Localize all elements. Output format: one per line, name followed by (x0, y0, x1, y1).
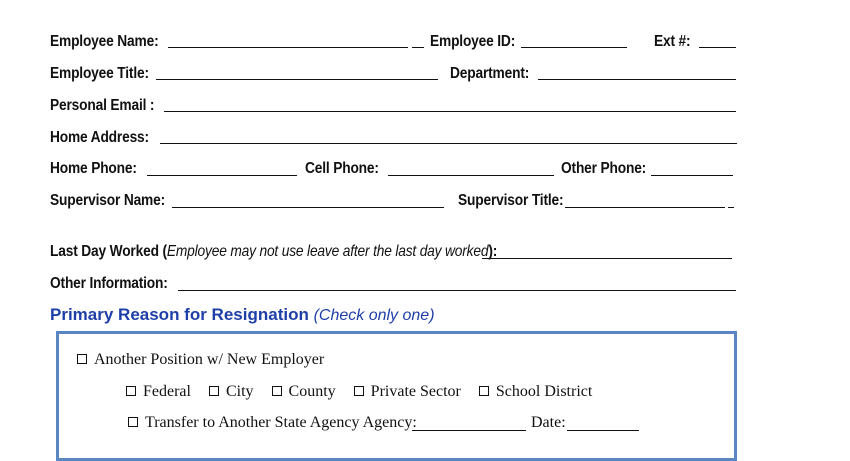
employee-id-label: Employee ID: (430, 33, 516, 50)
checkbox-school-district[interactable] (479, 386, 489, 396)
checkbox-transfer[interactable] (128, 417, 138, 427)
ext-line[interactable] (699, 47, 736, 48)
employee-name-line[interactable] (168, 47, 408, 48)
cell-phone-label: Cell Phone: (305, 160, 379, 177)
option-private-sector[interactable] (354, 383, 461, 400)
home-address-line[interactable] (160, 143, 737, 144)
option-city-label: City (225, 383, 254, 400)
home-phone-label: Home Phone: (50, 160, 137, 177)
checkbox-county[interactable] (272, 386, 282, 396)
primary-reason-heading (50, 305, 435, 325)
department-line[interactable] (538, 79, 736, 80)
employee-id-line[interactable] (521, 47, 627, 48)
last-day-worked-note: Employee may not use leave after the last day worked (166, 243, 489, 260)
primary-reason-title: Primary Reason for Resignation (50, 305, 309, 324)
option-school-district-label: School District (495, 383, 593, 400)
other-phone-label: Other Phone: (561, 160, 647, 177)
other-information-label: Other Information: (50, 275, 168, 292)
option-private-sector-label: Private Sector (370, 383, 461, 400)
ext-label: Ext #: (654, 33, 691, 50)
transfer-agency-line[interactable] (412, 430, 526, 431)
checkbox-city[interactable] (209, 386, 219, 396)
transfer-date-line[interactable] (567, 430, 639, 431)
other-information-line[interactable] (178, 290, 736, 291)
last-day-worked-label: Last Day Worked (Employee may not use leave after the last day worked): (50, 243, 498, 260)
employer-type-options (126, 383, 606, 401)
cell-phone-line[interactable] (388, 175, 554, 176)
option-city[interactable] (209, 383, 254, 400)
employee-name-line-tail (412, 47, 424, 48)
home-phone-line[interactable] (147, 175, 297, 176)
option-transfer-label: Transfer to Another State Agency Agency: (145, 414, 417, 431)
option-federal-label: Federal (143, 383, 191, 400)
employee-title-line[interactable] (156, 79, 438, 80)
supervisor-title-line[interactable] (565, 207, 725, 208)
home-address-label: Home Address: (50, 129, 149, 146)
checkbox-another-position[interactable] (77, 354, 87, 364)
other-phone-line[interactable] (651, 175, 733, 176)
supervisor-name-label: Supervisor Name: (50, 192, 166, 209)
option-county-label: County (288, 383, 336, 400)
department-label: Department: (450, 65, 530, 82)
supervisor-title-line-tail (728, 207, 734, 208)
checkbox-private-sector[interactable] (354, 386, 364, 396)
option-county[interactable] (272, 383, 336, 400)
checkbox-federal[interactable] (126, 386, 136, 396)
last-day-worked-line[interactable] (482, 258, 732, 259)
personal-email-label: Personal Email : (50, 97, 155, 114)
option-federal[interactable] (126, 383, 191, 400)
option-transfer[interactable] (128, 414, 417, 432)
option-school-district[interactable] (479, 383, 592, 400)
primary-reason-subtitle: (Check only one) (313, 307, 435, 324)
supervisor-name-line[interactable] (172, 207, 444, 208)
supervisor-title-label: Supervisor Title: (458, 192, 564, 209)
last-day-worked-text: Last Day Worked (50, 243, 159, 260)
employee-name-label: Employee Name: (50, 33, 159, 50)
personal-email-line[interactable] (164, 111, 736, 112)
option-another-position-label: Another Position w/ New Employer (94, 351, 325, 368)
transfer-date-label: Date: (531, 414, 566, 431)
employee-title-label: Employee Title: (50, 65, 149, 82)
option-another-position[interactable] (77, 351, 324, 369)
